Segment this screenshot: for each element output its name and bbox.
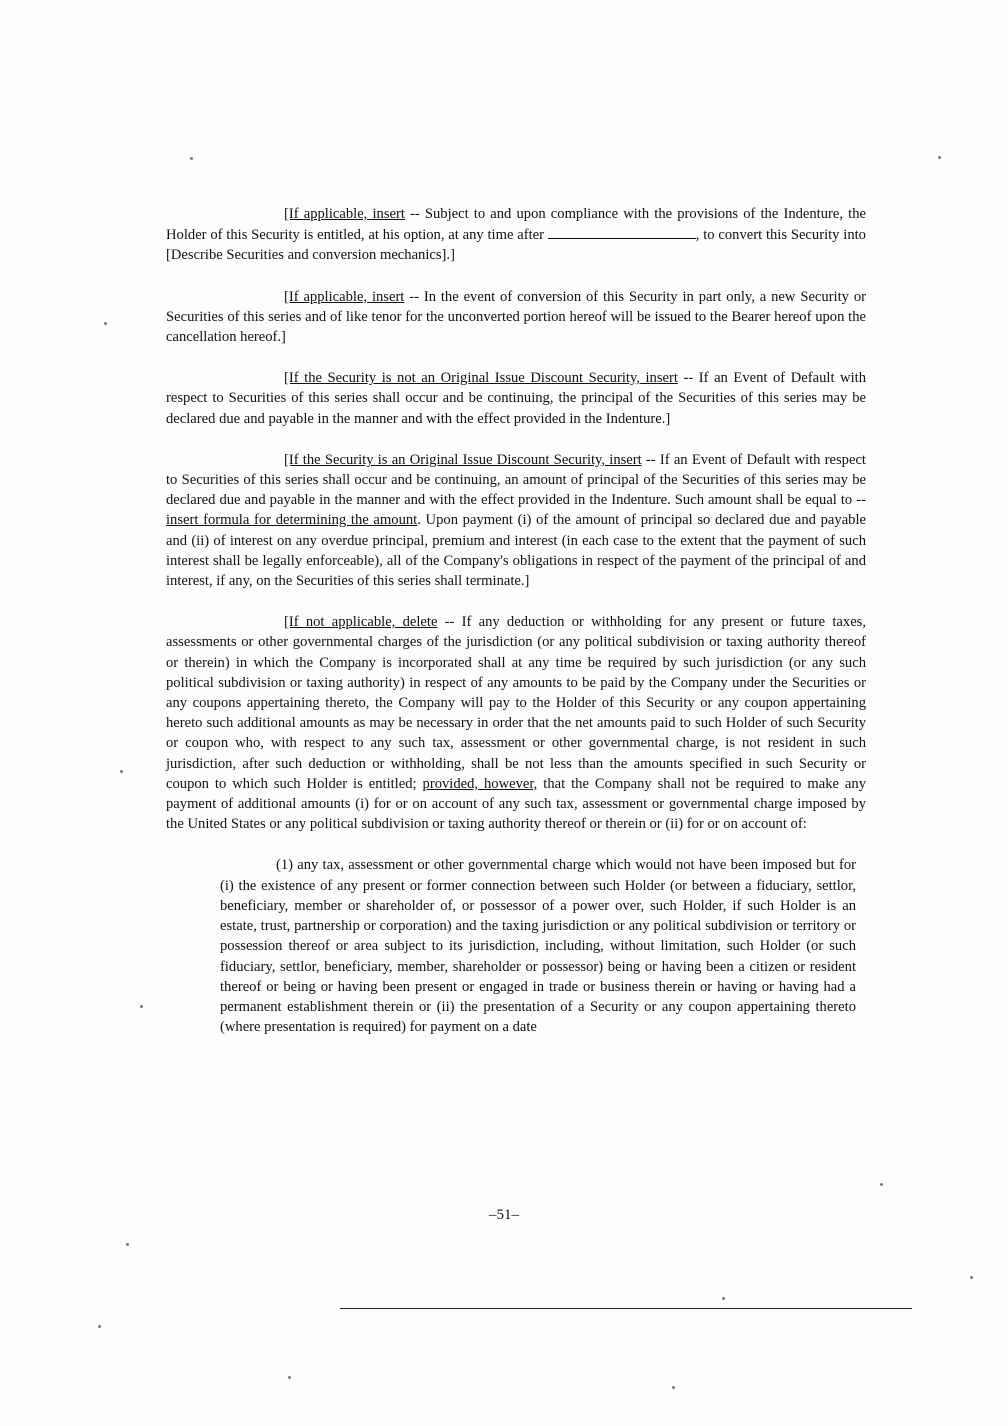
paragraph-text-end: that the Company shall not be required to make any payment of additional amounts (i) for or on account of any such tax, assessment or governmental charge imposed by the United States or any political subdivision or taxing authority thereof or therein or (ii) for or on account of: xyxy=(166,775,867,833)
clause-text: (1) any tax, assessment or other governmental charge which would not have been imposed but for (i) the existence of any present or former connection between such Holder (or between a fiduciary, settlor, beneficiary, member or shareholder of, or possessor of a power over, such Holder, if such Holder is an estate, trust, partnership or corporation) and the taxing jurisdiction or any political subdivision or territory or possession thereof or area subject to its jurisdiction, including, without limitation, such Holder (or such fiduciary, settlor, beneficiary, member, shareholder or possessor) being or having been a citizen or resident thereof or being or having been present or engaged in trade or business therein or having or having had a permanent establishment therein or (ii) the presentation of a Security or any coupon appertaining thereto (where presentation is required) for payment on a date xyxy=(220,857,856,1036)
document-body xyxy=(166,204,866,1058)
proviso: provided, however, xyxy=(422,775,538,792)
paragraph-default-oid xyxy=(166,450,866,591)
scan-speck xyxy=(104,322,107,325)
scan-speck xyxy=(98,1325,101,1328)
scan-speck xyxy=(140,1005,143,1008)
page-number: –51– xyxy=(489,1207,519,1223)
scan-speck xyxy=(120,770,123,773)
paragraph-text: -- If an Event of Default with respect to Securities of this series shall occur and be continuing, the principal of the Securities of this series may be declared due and payable in the manner and with the effect provided in the Indenture.] xyxy=(166,370,867,427)
paragraph-additional-amounts xyxy=(166,612,866,834)
conditional-tag: [If not applicable, delete xyxy=(284,614,438,631)
paragraph-default-non-oid xyxy=(166,368,866,429)
formula-placeholder: insert formula for determining the amount xyxy=(166,512,418,529)
paragraph-text-end: . Upon payment (i) of the amount of principal so declared due and payable and (ii) of interest on any overdue principal, premium and interest (in each case to the extent that the payment of such interest shall be legally enforceable), all of the Company's obligations in respect of the payment of the principal of and interest, if any, on the Securities of this series shall terminate.] xyxy=(166,512,867,590)
paragraph-text: -- If any deduction or withholding for any present or future taxes, assessments or other governmental charges of the jurisdiction (or any political subdivision or taxing authority thereof or therein) in which the Company is incorporated shall at any time be required by such jurisdiction (or any such political subdivision or taxing authority) in respect of any amounts to be paid by the Company under the Securities or any coupons appertaining thereto, the Company will pay to the Holder of this Security or any coupon appertaining hereto such additional amounts as may be necessary in order that the net amounts paid to such Holder of such Security or coupon who, with respect to any such tax, assessment or other governmental charge, is not resident in such jurisdiction, after such deduction or withholding, shall be not less than the amounts specified in such Security or coupon to which such Holder is entitled; xyxy=(166,614,866,792)
scan-speck xyxy=(880,1183,883,1186)
paragraph-conversion xyxy=(166,204,866,266)
scan-speck xyxy=(126,1243,129,1246)
scan-speck xyxy=(938,156,941,159)
paragraph-text: -- Subject to and upon compliance with the provisions of the Indenture, the Holder of this Security is entitled, at his option, at any time after xyxy=(166,206,866,244)
scan-speck xyxy=(970,1276,973,1279)
scan-speck xyxy=(672,1386,675,1389)
footer-rule xyxy=(340,1308,912,1309)
conditional-tag: [If the Security is an Original Issue Discount Security, insert xyxy=(284,451,642,468)
scan-speck xyxy=(722,1297,725,1300)
blank-line xyxy=(548,224,696,239)
conditional-tag: [If applicable, insert xyxy=(284,288,405,305)
paragraph-text: -- In the event of conversion of this Security in part only, a new Security or Securities of this series and of like tenor for the unconverted portion hereof will be issued to the Bearer hereof upon the cancellation hereof.] xyxy=(166,288,866,346)
paragraph-text: -- If an Event of Default with respect to Securities of this series shall occur and be continuing, an amount of principal of the Securities of this series may be declared due and payable in the manner and with the effect provided in the Indenture. Such amount shall be equal to -- xyxy=(166,451,866,509)
paragraph-text-end: , to convert this Security into [Describe Securities and conversion mechanics].] xyxy=(166,227,866,264)
conditional-tag: [If applicable, insert xyxy=(284,206,405,222)
paragraph-partial-conversion xyxy=(166,287,866,348)
scan-speck xyxy=(190,157,193,160)
conditional-tag: [If the Security is not an Original Issue Discount Security, insert xyxy=(284,370,678,387)
scan-speck xyxy=(288,1376,291,1379)
clause-1 xyxy=(220,855,856,1037)
